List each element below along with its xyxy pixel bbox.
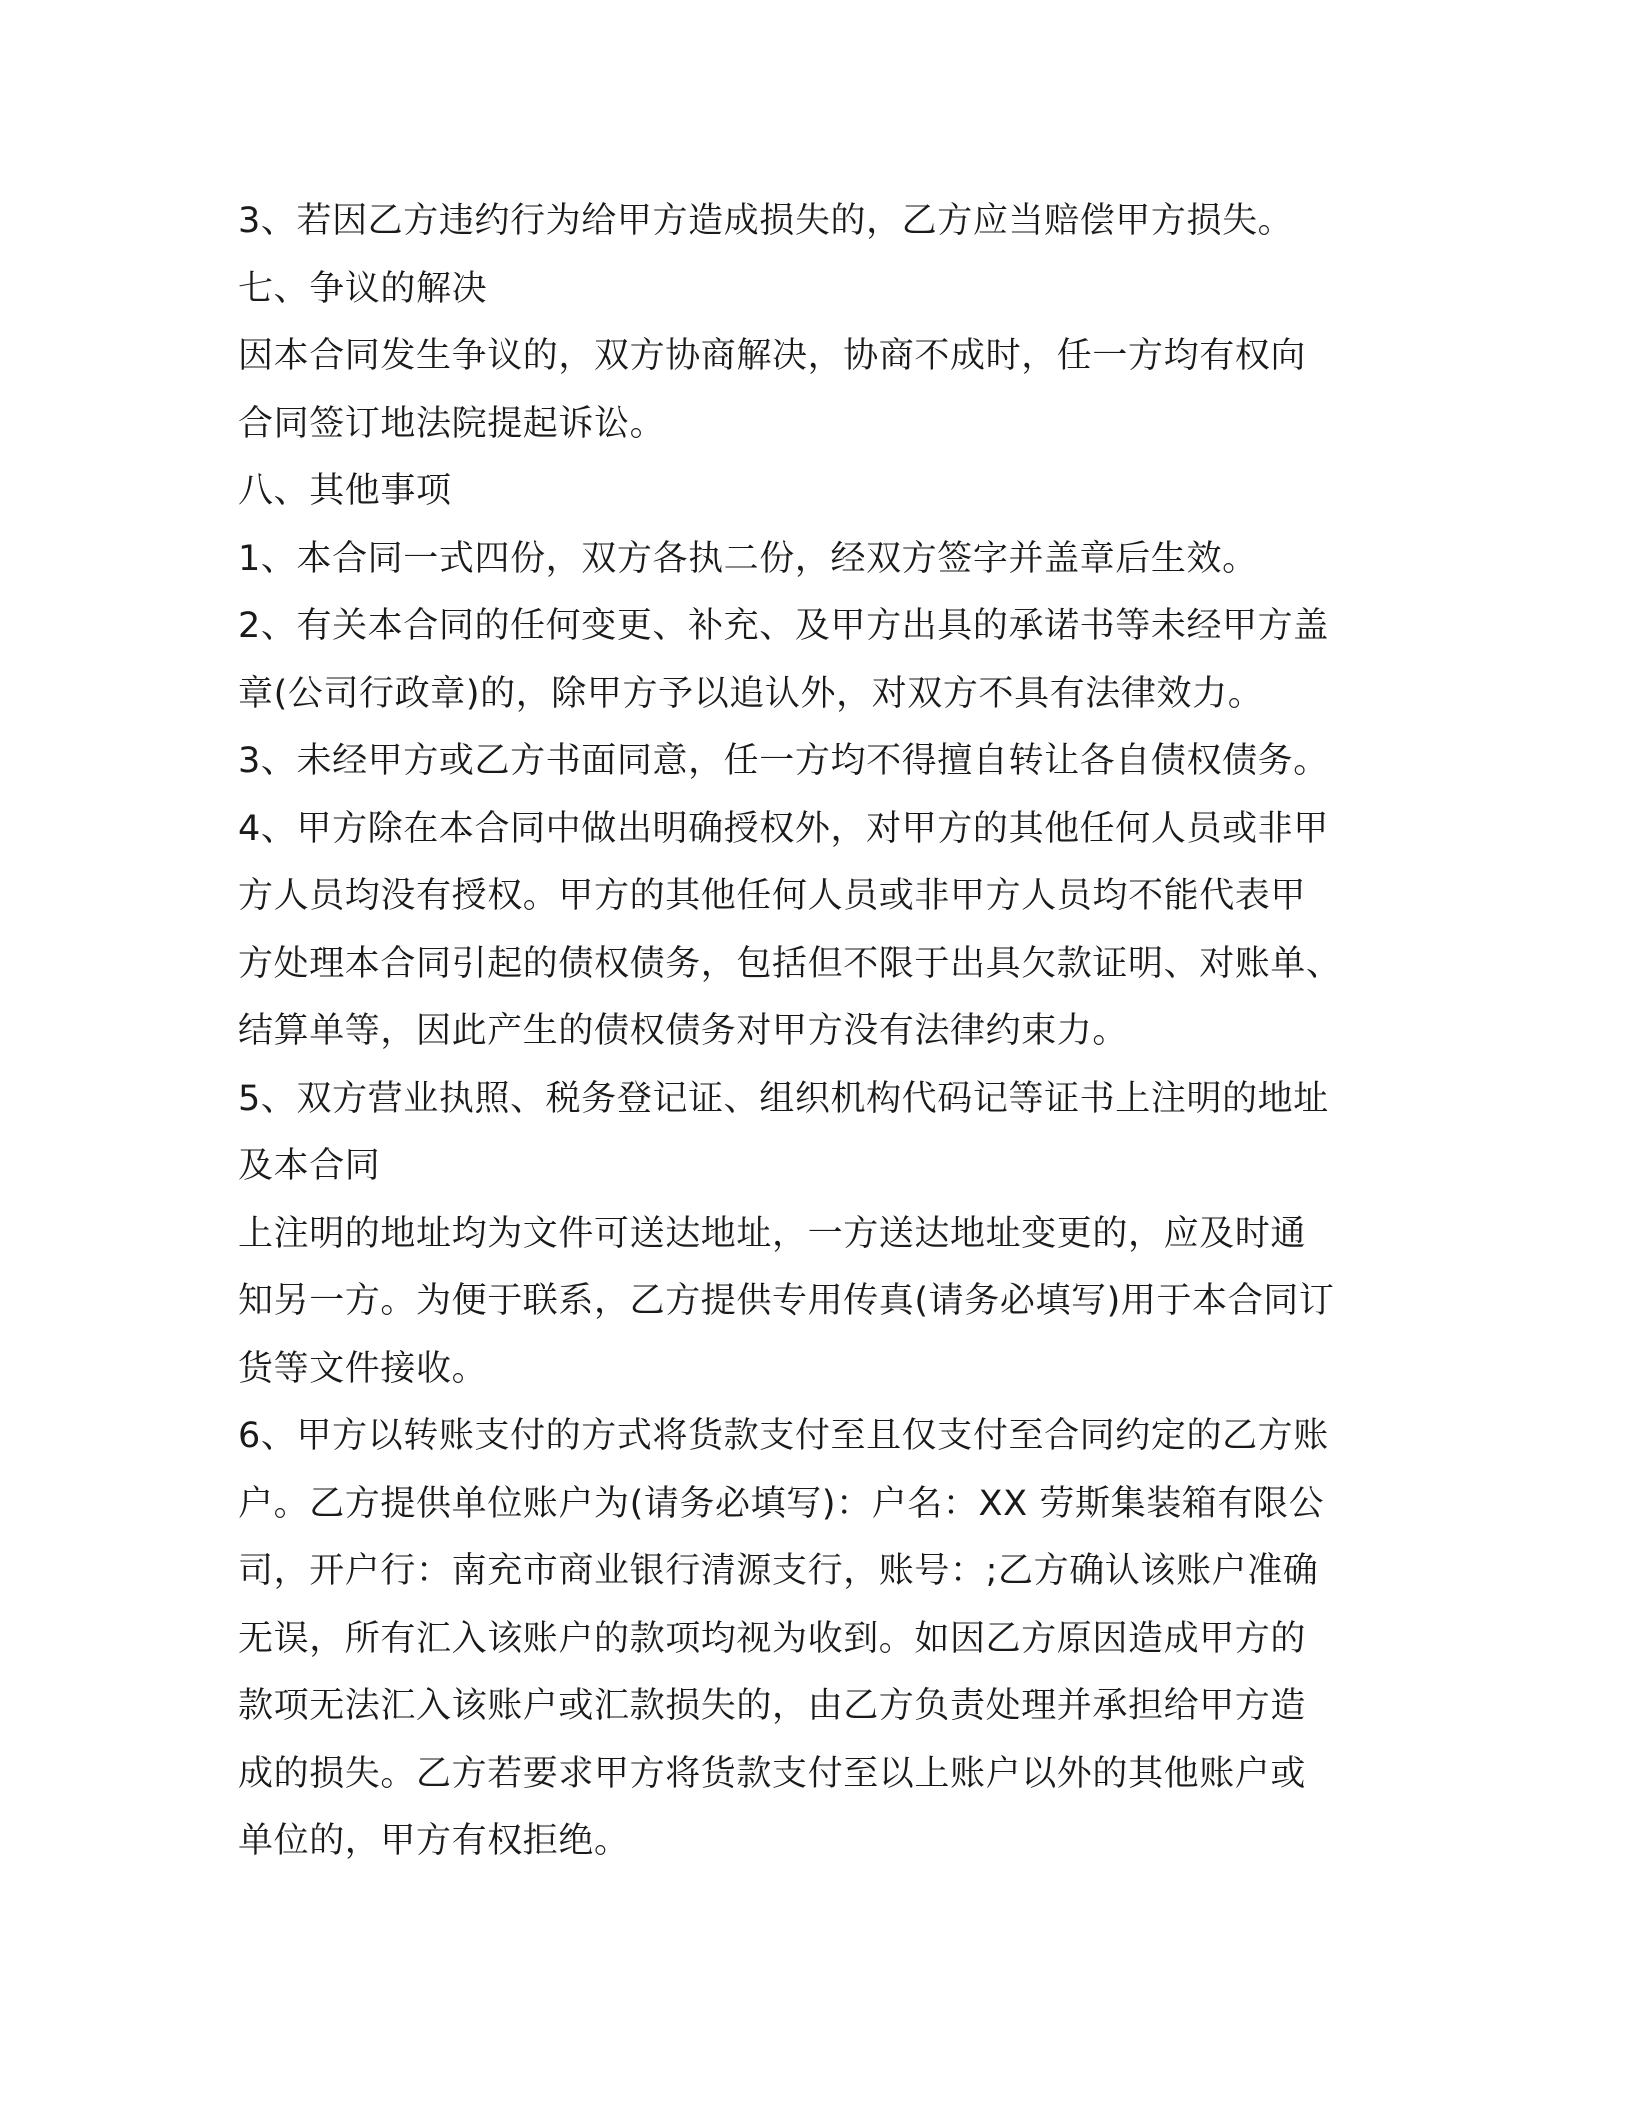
clause-8-5-line: 5、双方营业执照、税务登记证、组织机构代码记等证书上注明的地址 — [238, 1078, 1329, 1119]
clause-8-6-line: 单位的，甲方有权拒绝。 — [238, 1821, 630, 1861]
clause-8-2-line: 章(公司行政章)的，除甲方予以追认外，对双方不具有法律效力。 — [238, 673, 1264, 714]
document-body — [238, 188, 1408, 1876]
section-7-heading: 七、争议的解决 — [238, 268, 488, 309]
clause-8-1-line: 1、本合同一式四份，双方各执二份，经双方签字并盖章后生效。 — [238, 538, 1258, 579]
section-8-heading: 八、其他事项 — [238, 471, 452, 511]
clause-8-5-line: 上注明的地址均为文件可送达地址，一方送达地址变更的，应及时通 — [238, 1213, 1307, 1254]
clause-8-4-line: 结算单等，因此产生的债权债务对甲方没有法律约束力。 — [238, 1011, 1129, 1051]
clause-8-4-line: 方处理本合同引起的债权债务，包括但不限于出具欠款证明、对账单、 — [238, 943, 1342, 984]
clause-8-5-line: 及本合同 — [238, 1146, 381, 1186]
clause-8-6-line: 无误，所有汇入该账户的款项均视为收到。如因乙方原因造成甲方的 — [238, 1618, 1307, 1659]
clause-8-4-line: 4、甲方除在本合同中做出明确授权外，对甲方的其他任何人员或非甲 — [238, 808, 1329, 849]
clause-8-2-line: 2、有关本合同的任何变更、补充、及甲方出具的承诺书等未经甲方盖 — [238, 606, 1329, 646]
clause-8-6-line: 户。乙方提供单位账户为(请务必填写)：户名：XX 劳斯集装箱有限公 — [238, 1483, 1325, 1524]
clause-6-3-line: 3、若因乙方违约行为给甲方造成损失的，乙方应当赔偿甲方损失。 — [238, 201, 1294, 241]
clause-8-6-line: 款项无法汇入该账户或汇款损失的，由乙方负责处理并承担给甲方造 — [238, 1686, 1307, 1726]
clause-8-6-line: 司，开户行：南充市商业银行清源支行，账号：;乙方确认该账户准确 — [238, 1551, 1319, 1591]
clause-8-5-line: 知另一方。为便于联系，乙方提供专用传真(请务必填写)用于本合同订 — [238, 1281, 1335, 1321]
clause-8-6-line: 成的损失。乙方若要求甲方将货款支付至以上账户以外的其他账户或 — [238, 1753, 1307, 1794]
section-7-text-line: 合同签订地法院提起诉讼。 — [238, 403, 666, 444]
clause-8-6-line: 6、甲方以转账支付的方式将货款支付至且仅支付至合同约定的乙方账 — [238, 1416, 1329, 1456]
section-7-text-line: 因本合同发生争议的，双方协商解决，协商不成时，任一方均有权向 — [238, 336, 1307, 376]
clause-8-3-line: 3、未经甲方或乙方书面同意，任一方均不得擅自转让各自债权债务。 — [238, 741, 1329, 781]
clause-8-4-line: 方人员均没有授权。甲方的其他任何人员或非甲方人员均不能代表甲 — [238, 876, 1307, 916]
clause-8-5-line: 货等文件接收。 — [238, 1348, 488, 1389]
